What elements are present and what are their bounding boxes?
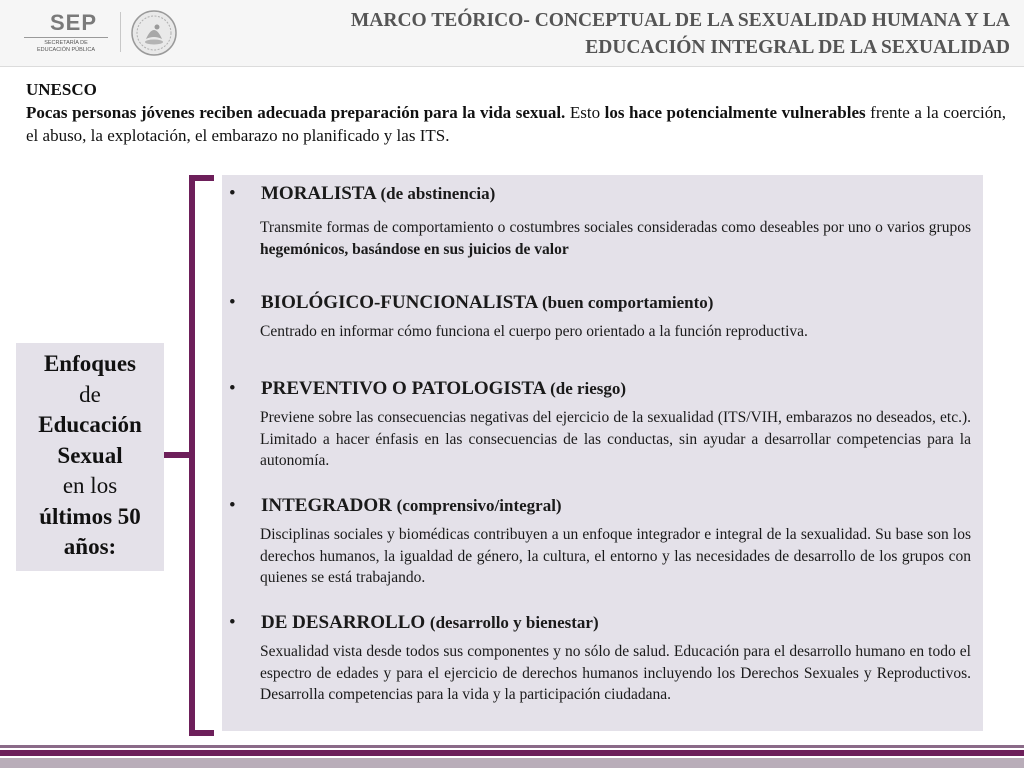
approach-name: PREVENTIVO O PATOLOGISTA: [261, 378, 546, 399]
intro-source: UNESCO: [26, 80, 97, 99]
approach-qualifier: (desarrollo y bienestar): [429, 613, 599, 632]
bracket-connector: [164, 452, 195, 458]
approach-desc-text: Disciplinas sociales y biomédicas contribuyen a un enfoque integrador e integral de la sexualidad. Su base son los derechos humanos, la igualdad de género, la cultura, el entorno y las necesidades de desarrollo de los grupos con quienes se está trabajando.: [260, 526, 971, 586]
page-title: MARCO TEÓRICO- CONCEPTUAL DE LA SEXUALIDAD HUMANA Y LA EDUCACIÓN INTEGRAL DE LA SEXUALIDAD: [350, 10, 1010, 58]
approach-name: INTEGRADOR: [261, 495, 392, 516]
side-label-line: Sexual: [57, 442, 123, 468]
side-label-line: últimos 50: [39, 503, 141, 529]
approach-description: [260, 407, 971, 472]
approach-name: DE DESARROLLO: [261, 612, 426, 633]
side-label-line: de: [79, 381, 101, 407]
approach-qualifier: (de riesgo): [550, 379, 627, 398]
approach-name: BIOLÓGICO-FUNCIONALISTA: [261, 292, 543, 313]
footer-stripe: [0, 750, 1024, 756]
bullet: •: [229, 612, 236, 633]
header-bar: [0, 0, 1024, 67]
approach-title: [261, 610, 599, 636]
approach-name: MORALISTA: [261, 183, 376, 204]
side-label-line: Enfoques: [43, 351, 137, 376]
bracket-bottom: [189, 730, 214, 736]
approaches-panel: [222, 175, 983, 731]
side-label-line: en los: [62, 473, 118, 498]
side-label-line: Educación: [38, 412, 142, 437]
intro-lead: Pocas personas jóvenes reciben adecuada preparación para la vida sexual.: [26, 103, 566, 122]
bullet: •: [229, 378, 236, 399]
intro-text-2: frente a la coerción, el abuso, la explotación, el embarazo no planificado y las ITS.: [26, 103, 1006, 145]
approach-desc-text: Centrado en informar cómo funciona el cuerpo pero orientado a la función reproductiva.: [260, 323, 808, 340]
approach-desc-text: Transmite formas de comportamiento o costumbres sociales consideradas como deseables por uno o varios grupos: [260, 219, 971, 236]
sep-logo-letters: SEP: [50, 10, 98, 35]
intro-text-1: Esto: [565, 103, 605, 122]
approach-qualifier: (de abstinencia): [380, 184, 496, 203]
approach-title: [261, 493, 562, 519]
approach-description: [260, 321, 971, 343]
approach-description: [260, 524, 971, 589]
sep-logo-rule: [24, 37, 108, 38]
bullet: •: [229, 292, 236, 313]
footer-stripe: [0, 758, 1024, 768]
national-seal-icon: [130, 9, 178, 57]
bullet: •: [229, 183, 236, 204]
approach-description: [260, 641, 971, 706]
approach-qualifier: (buen comportamiento): [542, 293, 714, 312]
approach-title: [261, 181, 495, 207]
approach-desc-bold: hegemónicos, basándose en sus juicios de valor: [260, 240, 569, 258]
side-label-box: [16, 343, 164, 571]
intro-emphasis: los hace potencialmente vulnerables: [604, 103, 866, 122]
side-label-line: años:: [63, 534, 117, 559]
approach-desc-text: Previene sobre las consecuencias negativas del ejercicio de la sexualidad (ITS/VIH, embarazos no deseados, etc.). Limitado a hacer énfasis en las consecuencias de las conductas, sin ayudar a desarrollar competencias para la autonomía.: [260, 409, 971, 469]
approach-desc-text: Sexualidad vista desde todos sus componentes y no sólo de salud. Educación para el desarrollo humano en todo el espectro de edades y para el ejercicio de derechos humanos incluyendo los Derechos Sexuales y Reproductivos. Desarrolla competencias para la vida y la participación ciudadana.: [260, 643, 971, 703]
intro-text: [26, 78, 1006, 147]
approach-title: [261, 376, 626, 402]
approach-description: [260, 217, 971, 260]
bracket-top: [189, 175, 214, 181]
sep-logo-subtitle: SECRETARÍA DE EDUCACIÓN PÚBLICA: [36, 40, 96, 53]
approach-title: [261, 290, 713, 316]
intro-paragraph: [26, 101, 1006, 147]
logo-divider: [120, 12, 121, 52]
bullet: •: [229, 495, 236, 516]
approach-qualifier: (comprensivo/integral): [396, 496, 562, 515]
footer-stripe: [0, 745, 1024, 748]
sep-logo: [20, 10, 112, 54]
